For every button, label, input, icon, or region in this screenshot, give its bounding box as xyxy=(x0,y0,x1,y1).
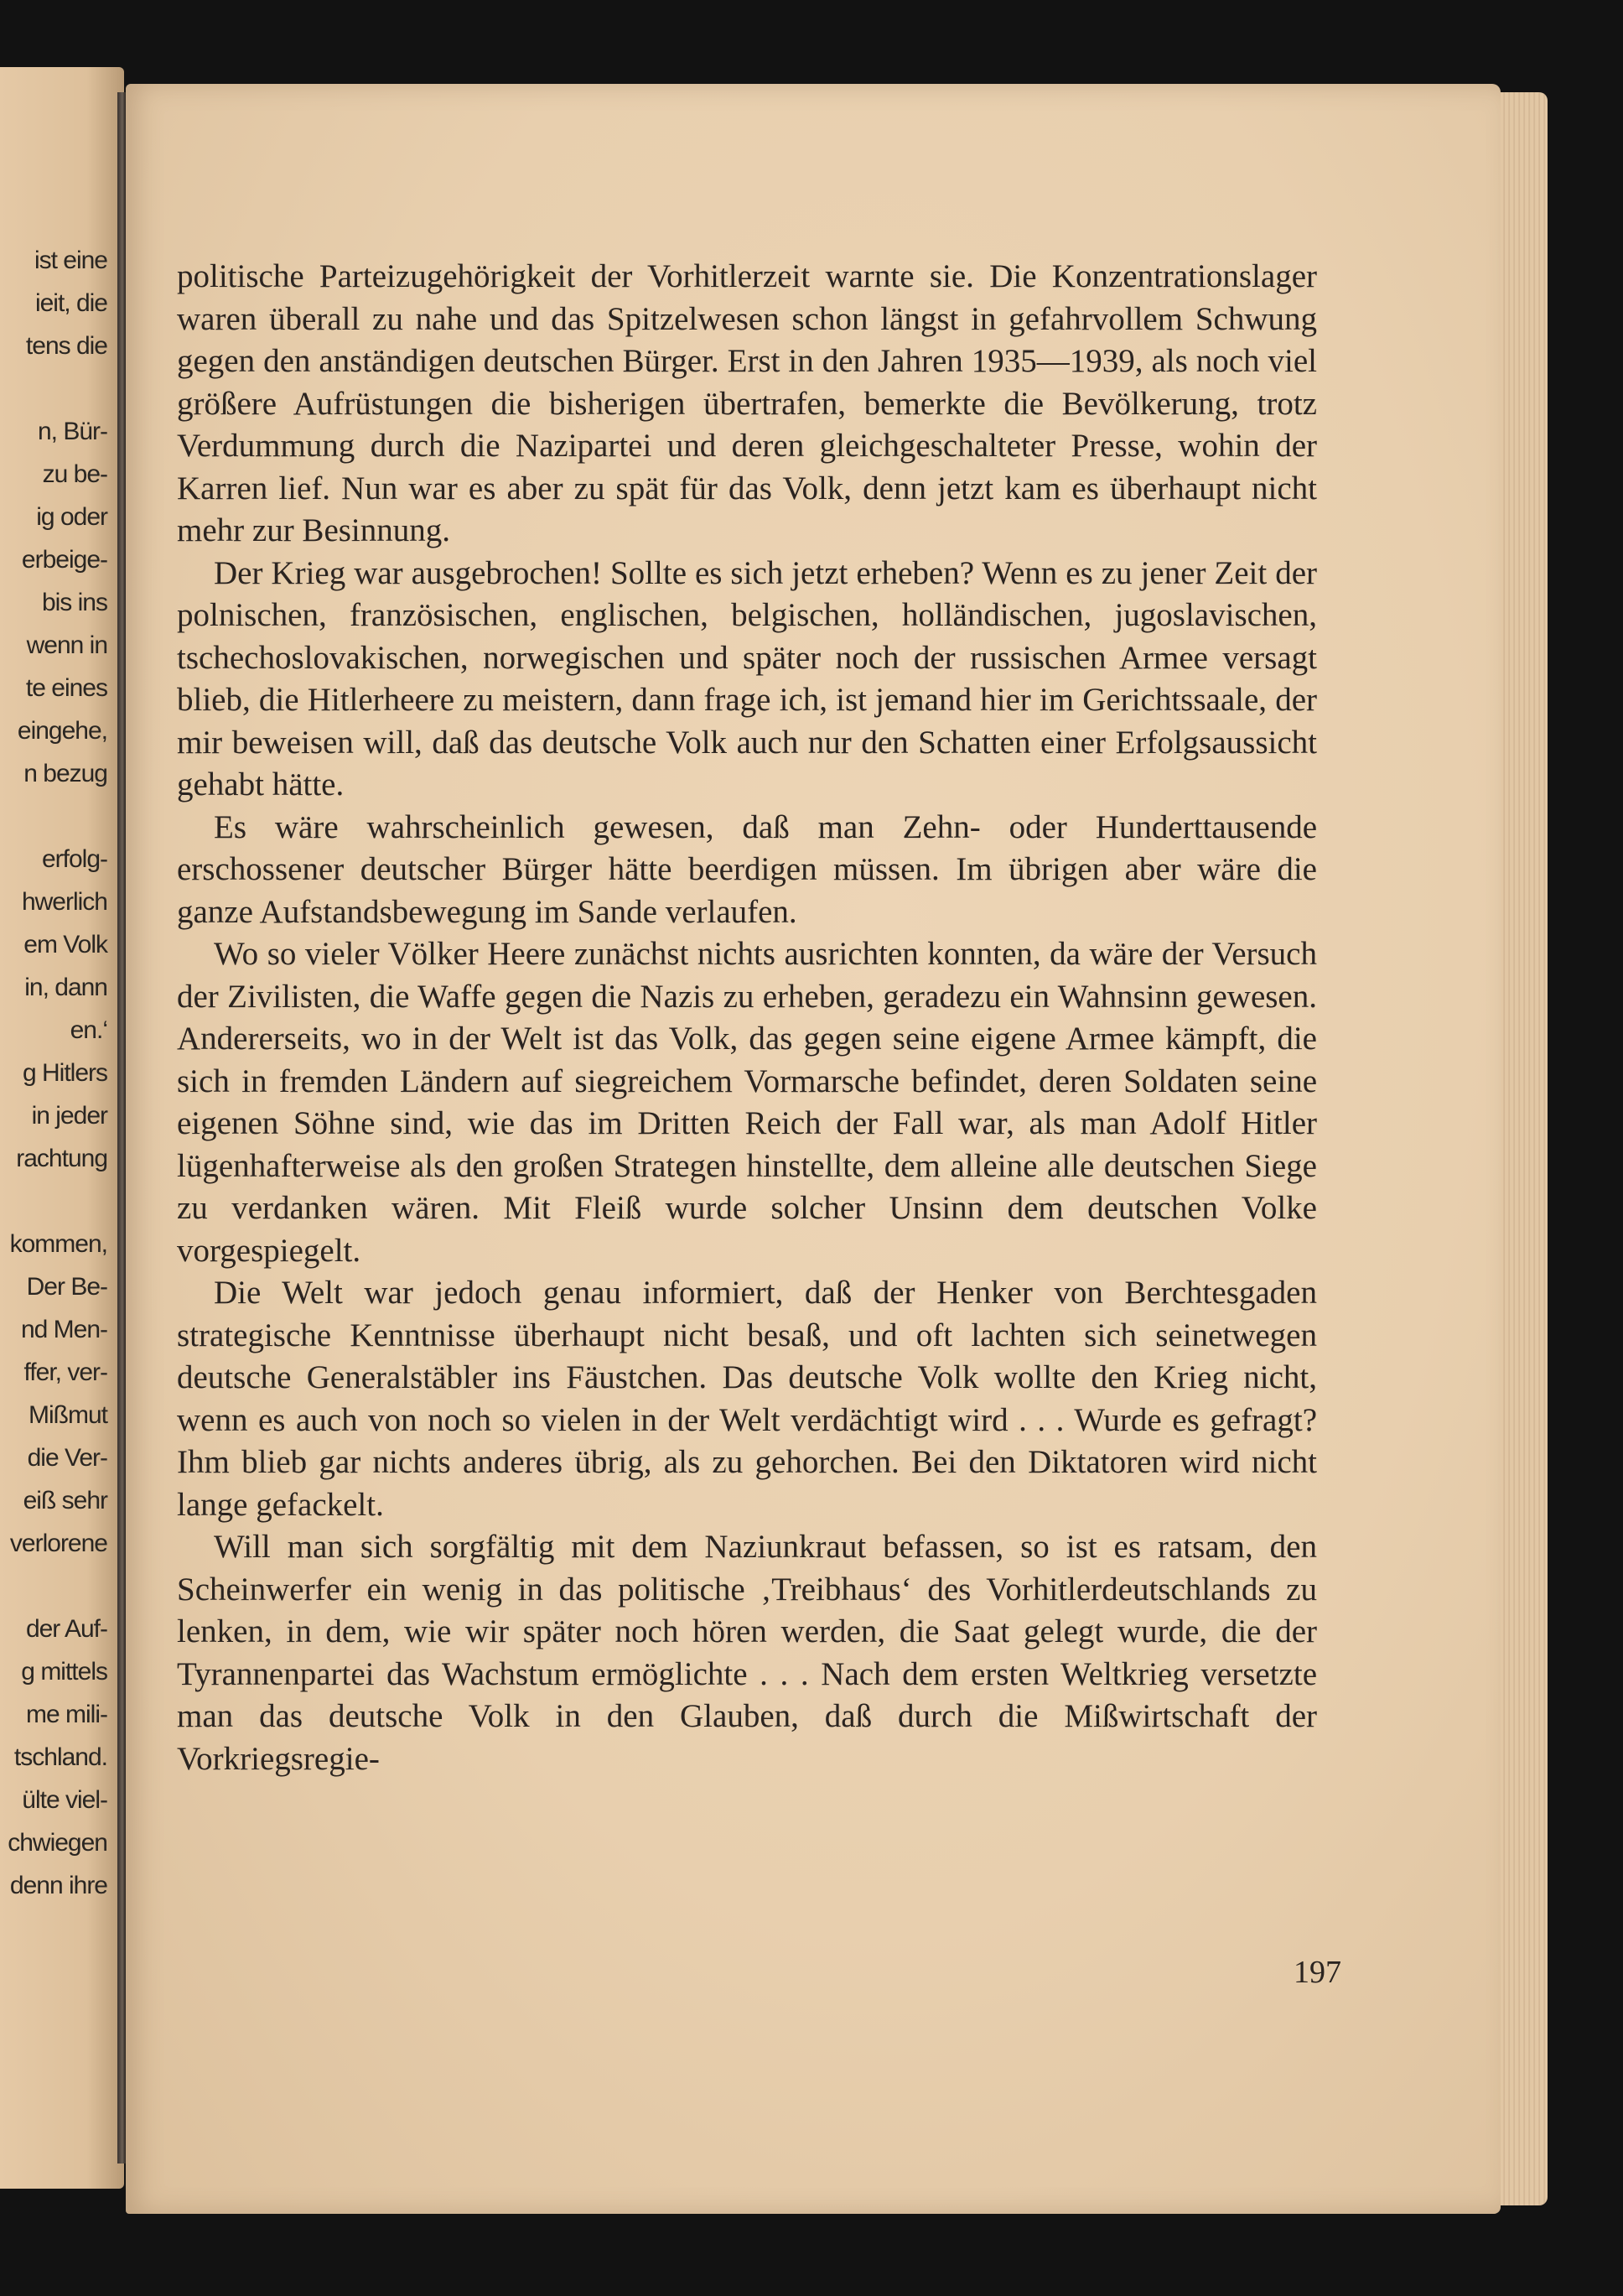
left-fragment: g mittels xyxy=(21,1658,107,1686)
left-fragment-gap xyxy=(0,795,107,838)
page-edge xyxy=(1501,92,1548,2205)
left-fragment: bis ins xyxy=(41,589,107,616)
left-fragment: chwiegen xyxy=(8,1829,107,1857)
left-fragment: n, Bür- xyxy=(37,418,107,445)
left-fragment-gap xyxy=(0,1180,107,1223)
paragraph: Die Welt war jedoch genau informiert, daß der Henker von Berchtesgaden strategische Kenntnisse überhaupt nicht besaß, und oft lachten sich seinetwegen deutsche Generalstäbler ins Fäustchen. Das deutsche Volk wollte den Krieg nicht, wenn es auch von noch so vielen in der Welt verdächtigt wird . . . Wurde es gefragt? Ihm blieb gar nichts anderes übrig, als zu gehorchen. Bei den Diktatoren wird nicht lange gefackelt. xyxy=(177,1275,1317,1523)
left-fragment: ieit, die xyxy=(34,289,107,317)
left-fragment-gap xyxy=(0,367,107,410)
page-body xyxy=(177,256,1317,1780)
left-fragment: rachtung xyxy=(16,1145,107,1172)
page-number: 197 xyxy=(1294,1955,1341,1990)
left-fragment: der Auf- xyxy=(25,1615,107,1643)
left-fragment: hwerlich xyxy=(21,888,107,916)
left-fragment: zu be- xyxy=(42,460,107,488)
left-fragment: ig oder xyxy=(36,503,107,531)
left-fragment-gap xyxy=(0,1565,107,1608)
left-fragment: ist eine xyxy=(34,247,107,274)
left-fragment: eiß sehr xyxy=(23,1487,107,1514)
left-fragment: en.‘ xyxy=(70,1016,107,1044)
left-fragment: em Volk xyxy=(23,931,107,958)
paragraph: politische Parteizugehörigkeit der Vorhitlerzeit warnte sie. Die Konzentrationslager waren überall zu nahe und das Spitzelwesen schon längst in gefahrvollem Schwung gegen den anständigen deutschen Bürger. Erst in den Jahren 1935—1939, als noch viel größere Aufrüstungen die bisherigen übertrafen, bemerkte die Bevölkerung, trotz Verdummung durch die Nazipartei und deren gleichgeschalteter Presse, wohin der Karren lief. Nun war es aber zu spät für das Volk, denn jetzt kam es überhaupt nicht mehr zur Besinnung. xyxy=(177,258,1317,548)
book-spine xyxy=(117,92,126,2164)
left-page xyxy=(0,67,124,2189)
left-fragment: denn ihre xyxy=(9,1872,107,1899)
left-page-text xyxy=(0,239,107,1907)
left-fragment: wenn in xyxy=(26,631,107,659)
left-fragment: erbeige- xyxy=(21,546,107,574)
left-fragment: tens die xyxy=(25,332,107,360)
left-fragment: Mißmut xyxy=(29,1401,107,1429)
left-fragment: tschland. xyxy=(13,1743,107,1771)
left-fragment: verlorene xyxy=(9,1530,107,1557)
left-fragment: erfolg- xyxy=(41,845,107,873)
left-fragment: ülte viel- xyxy=(22,1786,107,1814)
left-fragment: me mili- xyxy=(26,1701,107,1728)
left-fragment: te eines xyxy=(25,674,107,702)
paragraph: Der Krieg war ausgebrochen! Sollte es sich jetzt erheben? Wenn es zu jener Zeit der polnischen, französischen, englischen, belgischen, holländischen, jugoslavischen, tschechoslovakischen, norwegischen und später noch der russischen Armee versagt blieb, die Hitlerheere zu meistern, dann frage ich, ist jemand hier im Gerichtssaale, der mir beweisen will, daß das deutsche Volk auch nur den Schatten einer Erfolgsaussicht gehabt hätte. xyxy=(177,554,1317,803)
left-fragment: kommen, xyxy=(9,1230,107,1258)
left-fragment: die Ver- xyxy=(27,1444,107,1472)
left-fragment: ffer, ver- xyxy=(23,1358,107,1386)
left-fragment: nd Men- xyxy=(20,1316,107,1343)
left-fragment: n bezug xyxy=(23,760,107,787)
left-fragment: eingehe, xyxy=(17,717,107,745)
left-fragment: Der Be- xyxy=(26,1273,107,1301)
left-fragment: in jeder xyxy=(31,1102,107,1130)
paragraph: Will man sich sorgfältig mit dem Naziunkraut befassen, so ist es ratsam, den Scheinwerfer ein wenig in das politische ‚Treibhaus‘ des Vorhitlerdeutschlands zu lenken, in dem, wie wir später noch hören werden, die Saat gelegt wurde, die der Tyrannenpartei das Wachstum ermöglichte . . . Nach dem ersten Weltkrieg versetzte man das deutsche Volk in den Glauben, daß durch die Mißwirtschaft der Vorkriegsregie- xyxy=(177,1529,1317,1777)
left-fragment: in, dann xyxy=(24,974,107,1001)
left-fragment: g Hitlers xyxy=(22,1059,107,1087)
paragraph: Es wäre wahrscheinlich gewesen, daß man Zehn- oder Hunderttausende erschossener deutscher Bürger hätte beerdigen müssen. Im übrigen aber wäre die ganze Aufstandsbewegung im Sande verlaufen. xyxy=(177,808,1317,930)
paragraph: Wo so vieler Völker Heere zunächst nichts ausrichten konnten, da wäre der Versuch der Zivilisten, die Waffe gegen die Nazis zu erheben, geradezu ein Wahnsinn gewesen. Andererseits, wo in der Welt ist das Volk, das gegen seine eigene Armee kämpft, die sich in fremden Ländern auf siegreichem Vormarsche befindet, deren Soldaten seine eigenen Söhne sind, wie das im Dritten Reich der Fall war, als man Adolf Hitler lügenhafterweise als den großen Strategen hinstellte, dem alleine alle deutschen Siege zu verdanken wären. Mit Fleiß wurde solcher Unsinn dem deutschen Volke vorgespiegelt. xyxy=(177,936,1317,1269)
